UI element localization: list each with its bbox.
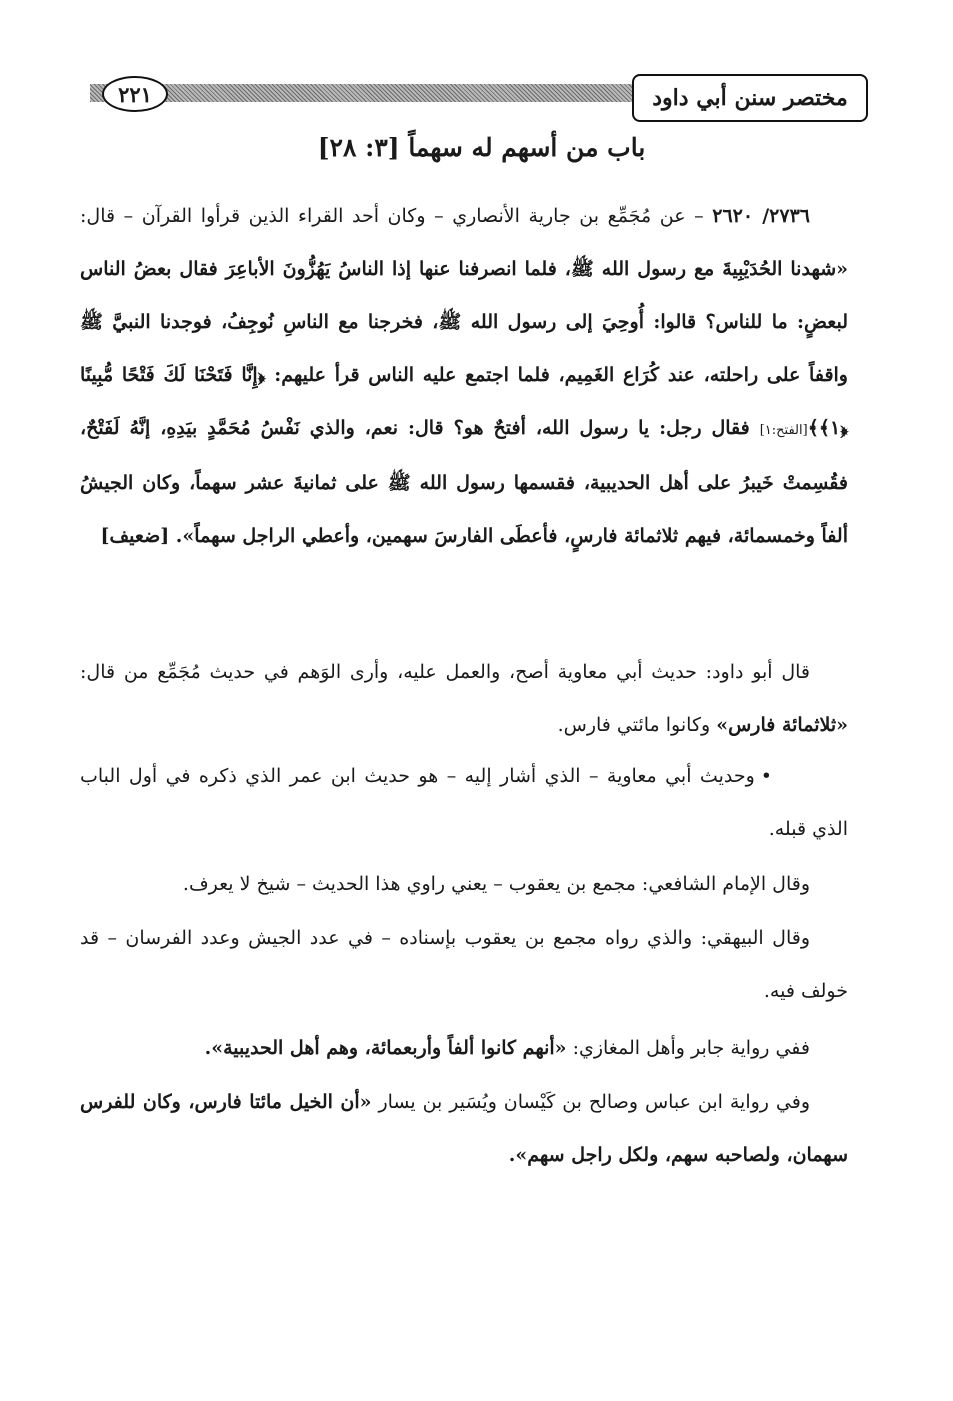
quran-verse: ﴿إِنَّا فَتَحْنَا لَكَ فَتْحًا مُّبِينًا ﴿١﴾﴾ <box>80 364 848 439</box>
abu-dawud-note <box>80 646 848 752</box>
muawiya-note-text: وحديث أبي معاوية – الذي أشار إليه – هو حديث ابن عمر الذي ذكره في أول الباب الذي قبله. <box>80 765 848 840</box>
ibn-abbas-note <box>80 1076 848 1182</box>
chapter-title: باب من أسهم له سهماً [٣: ٢٨] <box>317 133 646 162</box>
bullet-icon: • <box>760 765 772 787</box>
page-header <box>90 74 868 122</box>
shafii-note: وقال الإمام الشافعي: مجمع بن يعقوب – يعني راوي هذا الحديث – شيخ لا يعرف. <box>182 873 810 895</box>
verse-reference: [الفتح:١] <box>759 423 808 438</box>
book-title: مختصر سنن أبي داود <box>632 74 868 122</box>
ibn-abbas-note-quote: «أن الخيل مائتا فارس، وكان للفرس سهمان، ولصاحبه سهم، ولكل راجل سهم». <box>80 1091 848 1166</box>
page-number: ٢٢١ <box>102 76 168 112</box>
jabir-note-intro: ففي رواية جابر وأهل المغازي: <box>566 1037 810 1059</box>
abu-dawud-note-part2: وكانوا مائتي فارس. <box>557 714 717 736</box>
bayhaqi-note: وقال البيهقي: والذي رواه مجمع بن يعقوب بإسناده – في عدد الجيش وعدد الفرسان – قد خولف فيه. <box>80 927 848 1002</box>
hadith-paragraph <box>80 190 848 563</box>
hadith-text-part2: فقال رجل: يا رسول الله، أفتحٌ هو؟ قال: نعم، والذي نَفْسُ مُحَمَّدٍ بيَدِهِ، إنَّهُ لَفَتْحٌ، فقُسِمتْ خَيبرُ على أهل الحديبية، فقسمها رسول الله ﷺ على ثمانيةَ عشر سهماً، وكان الجيشُ ألفاً وخمسمائة، فيهم ثلاثمائة فارسٍ، فأعطَى الفارسَ سهمين، وأعطي الراجل سهماً». [ضعيف] <box>80 417 848 547</box>
abu-dawud-note-quote: «ثلاثمائة فارس» <box>716 714 848 736</box>
muawiya-note <box>80 750 848 856</box>
hadith-number: ٢٧٣٦/ ٢٦٢٠ <box>712 205 810 227</box>
jabir-note <box>80 1022 848 1075</box>
abu-dawud-note-part1: قال أبو داود: حديث أبي معاوية أصح، والعمل عليه، وأرى الوَهم في حديث مُجَمِّع من قال: <box>80 661 810 683</box>
hadith-text-part1: «شهدنا الحُدَيْبِيةَ مع رسول الله ﷺ، فلما انصرفنا عنها إذا الناسُ يَهُزُّونَ الأباعِرَ فقال بعضُ الناس لبعضٍ: ما للناس؟ قالوا: أُوحِيَ إلى رسول الله ﷺ، فخرجنا مع الناسِ نُوجِفُ، فوجدنا النبيَّ ﷺ واقفاً على راحلته، عند كُرَاع الغَمِيم، فلما اجتمع عليه الناس قرأ عليهم: <box>80 258 848 386</box>
ibn-abbas-note-intro: وفي رواية ابن عباس وصالح بن كَيْسان ويُسَير بن يسار <box>371 1091 810 1113</box>
hadith-intro: – عن مُجَمِّع بن جارية الأنصاري – وكان أحد القراء الذين قرأوا القرآن – قال: <box>80 205 713 227</box>
jabir-note-quote: «أنهم كانوا ألفاً وأربعمائة، وهم أهل الحديبية». <box>204 1037 567 1059</box>
header-decorative-band <box>90 84 650 102</box>
